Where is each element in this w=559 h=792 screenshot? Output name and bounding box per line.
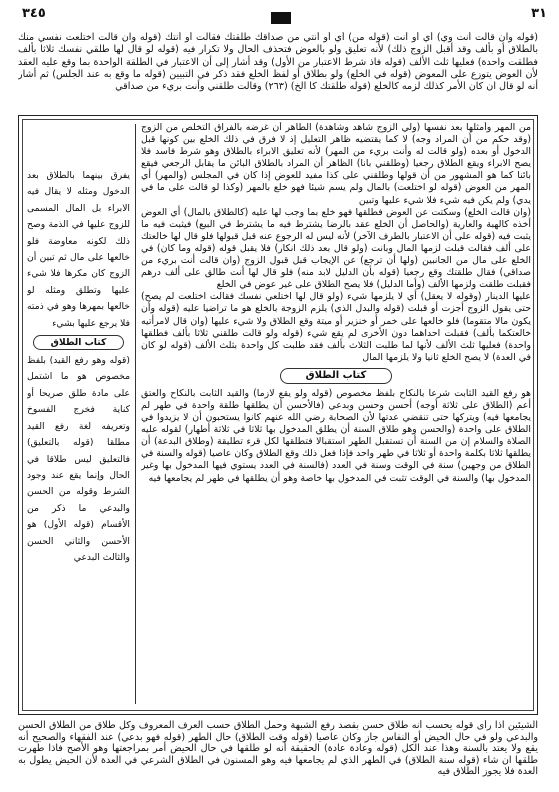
corner-mark-left: ٣٤٥	[22, 6, 46, 21]
side-paragraph-2: (قوله وهو رفع القيد) بلفظ مخصوص هو ما اشتمل على مادة طلق صريحا أو كناية فخرج الفسوخ وتعريفه لغة رفع القيد مطلقا (قوله بالتعليق) فالتعليق ليس طلاقا في الحال وإنما يقع عند وجود الشرط وقوله من الحسن والبدعي ما ذكر من الأقسام (قوله الأول) هو الأحسن والثاني الحسن والثالث البدعي	[27, 355, 130, 563]
main-paragraph-3: عليها الدينار (وقوله لا يعقل) أي لا يلزمها شيء (ولو قال لها اختلعي نفسك فقالت اختلعت لم يصح) حتى يقول الزوج أجزت أو قبلت (قوله والبدل الذي) يلزم الزوجة بالخلع هو ما تراضيا عليه (قوله وأن يكون مالا متقوما) فلو خالعها على خمر أو خنزير أو ميتة وقع الطلاق ولا شيء عليها (وان قال لامرأتيه خالعتكما بألف) فقبلت احداهما دون الأخرى لم يقع شيء (قوله ولو قالت طلقني ثلاثا بألف فطلقها واحدة) فعليها ثلث الألف لأنها لما طلبت الثلاث بألف فقد طلبت كل واحدة بثلث الألف (قوله لو كان في العدة) لا يصح الخلع ثانيا ولا يلزمها المال	[141, 291, 531, 363]
main-column	[141, 122, 531, 706]
page-tab-mark	[271, 12, 291, 24]
side-paragraph-1: يفرق بينهما بالطلاق بعد الدخول ومثله لا يقال فيه الابراء بل المال المسمى للزوج عليها في الذمة وصح ذلك لكونه معاوضة فلو خالعها على مال ثم تبين أن الزوج كان مكرها فلا شيء عليها وتطلق ومثله لو خالعها بمهرها وهو في ذمته فلا يرجع عليها بشيء	[27, 170, 130, 329]
footer-text-block	[18, 720, 538, 780]
header-text-block	[18, 32, 538, 106]
column-divider	[135, 124, 136, 704]
footer-paragraph: الشيئين اذا رأى قوله يحسب أنه طلاق حسن بقصد رفع الشبهة وحمل الطلاق حسب العرف المعروف وكل طلاق من الطلاق الحسن والبدعي ولو في حال الحيض أو النفاس جاز وكان عاصيا (قوله وقت الطلاق) حال الطهر (قوله فهو بدعي) عند الفقهاء والصحيح أنه يقع ولا يعتد بالسنة وهذا عند الكل (قوله وعادة عادة) الحقيقة أنه لو طلقها في حال الحيض أمر بمراجعتها وهو الأصح فاذا طهرت طلقها ان شاء (قوله سنة الطلاق) في الطهر الذي لم يجامعها فيه وهو المسنون في الطلاق الشرعي في العدة لأن الحيض يطول به العدة فلا يجوز الطلاق فيه	[18, 720, 538, 778]
main-paragraph-1: من المهر وأمثلها بعد نفسها (ولي الزوج شاهد وشاهدة) الطاهر أن غرضه بالفراق التخلص من الزوج (وقد حكم من أن المراد وجه) لا كما يقتضيه ظاهر التعليل إذ لا فرق في ذلك الخلع بين كونها قبل الدخول أو بعده (ولو قالت له وأنت بريء من المهر) لأنه تعليق الابراء بالطلاق وهو شرط فاسد فلا يصح الابراء ويقع الطلاق رجعيا (وطلقني بانا) الظاهر أن المراد بالطلاق البائن ما يقابل الرجعي فيقع بائنا كما هو المشهور من أن قولها وطلقني على كذا مفيد للعوض إذا كان في المجلس (والمهر) أي المهر من العوض (قوله لو اختلعت) بالمال ولم يسم شيئا فهو خلع بالمهر (وكذا لو قالت على ما في يدي) ولم يكن فيه شيء فلا شيء عليها وتبين	[141, 122, 531, 206]
side-section-title: كتاب الطلاق	[33, 335, 124, 350]
main-section-title: كتاب الطلاق	[280, 368, 392, 384]
corner-mark-right: ٣١	[531, 6, 547, 21]
header-paragraph: (قوله وان قالت أنت وي) أي أو أنت (قوله من) أي أو أنتي من صداقك طلقتك فقالت أو أنتك (قوله وان قالت اختلعت نفسي منك بالطلاق أو بألف وقد أقبل الزوج ذلك) لأنه تعليق ولو بالعوض فتحذف الحال ولا تكرار فيه (قوله لو قال لها طلقي نفسك ثلاثا بألف فطلقت واحدة) فعليها ثلث الألف (قوله فاذ شرط الاعتبار من الأول) وقد أشار إلى أن الاعتبار في الطلقة الواحدة بما وقع عليه العقد لأن العوض يتوزع على المعوض (قوله في الخلع) ولو بطلاق أو لفظ الخلع فقد ذكر في التبيين (قوله ما وقع به عند الجلس) ثم أشار أنه لو قال ان كان الأمر كذلك لزمه كالخلع (قوله طلقتك كا الخ) (٢٦٣) وقالت طلقني وأنت بريء من صداقي	[18, 32, 538, 93]
main-paragraph-4: هو رفع القيد الثابت شرعا بالنكاح بلفظ مخصوص (قوله ولو يقع لازما) والقيد الثابت بالنكاح والعتق أعم (الطلاق على ثلاثة أوجه) أحسن وحسن وبدعي (فالأحسن أن يطلقها طلقة واحدة في طهر لم يجامعها فيه) ويتركها حتى تنقضي عدتها لأن الصحابة رضي الله عنهم كانوا يستحبون أن لا يزيدوا في الطلاق على واحدة (والحسن وهو طلاق السنة أن يطلق المدخول بها ثلاثا في ثلاثة أطهار) لقوله عليه الصلاة والسلام إن من السنة أن تستقبل الطهر استقبالا فتطلقها لكل قرء تطليقة (وطلاق البدعة) أن يطلقها ثلاثا بكلمة واحدة أو ثلاثا في طهر واحد فإذا فعل ذلك وقع الطلاق وكان عاصيا (قوله والسنة في الطلاق من وجهين) سنة في الوقت وسنة في العدد (فالسنة في العدد يستوي فيها المدخول بها وغير المدخول بها) والسنة في الوقت تثبت في المدخول بها خاصة وهو أن يطلقها في طهر لم يجامعها فيه	[141, 387, 531, 484]
main-frame	[18, 115, 538, 715]
side-column	[27, 168, 130, 702]
main-paragraph-2: (وان قالت الخلع) وسكتت عن العوض فطلقها فهو خلع بما وجب لها عليه (كالطلاق بالمال) أي العوض أخذه كالهبة والعارية (والحاصل أن الخلع عقد بالرضا يشترط فيه ما يشترط في البيع) فيثبت فيه ما يثبت فيه (قوله على أن الاعتبار بالطرف الآخر) لأنه ليس له الرجوع عنه قبل قبولها فلو قال لها خالعتك على ألف فقالت قبلت لزمها المال وبانت (ولو قال بعد ذلك انكار) فلا يقبل قوله (قوله وما كان) في الخلع على مال من الجانبين (ولها أن ترجع) عن الإيجاب قبل قبول الزوج (وان قالت أنت بريء من صداقي) فقال طلقتك وقع رجعيا (قوله بأن الدليل لابد منه) فلو قال لها أنت طالق على ألف درهم فقبلت طلقت ولزمها الألف (وأما الدليل) فلا يصح الطلاق على غير عوض في الخلع	[141, 206, 531, 291]
